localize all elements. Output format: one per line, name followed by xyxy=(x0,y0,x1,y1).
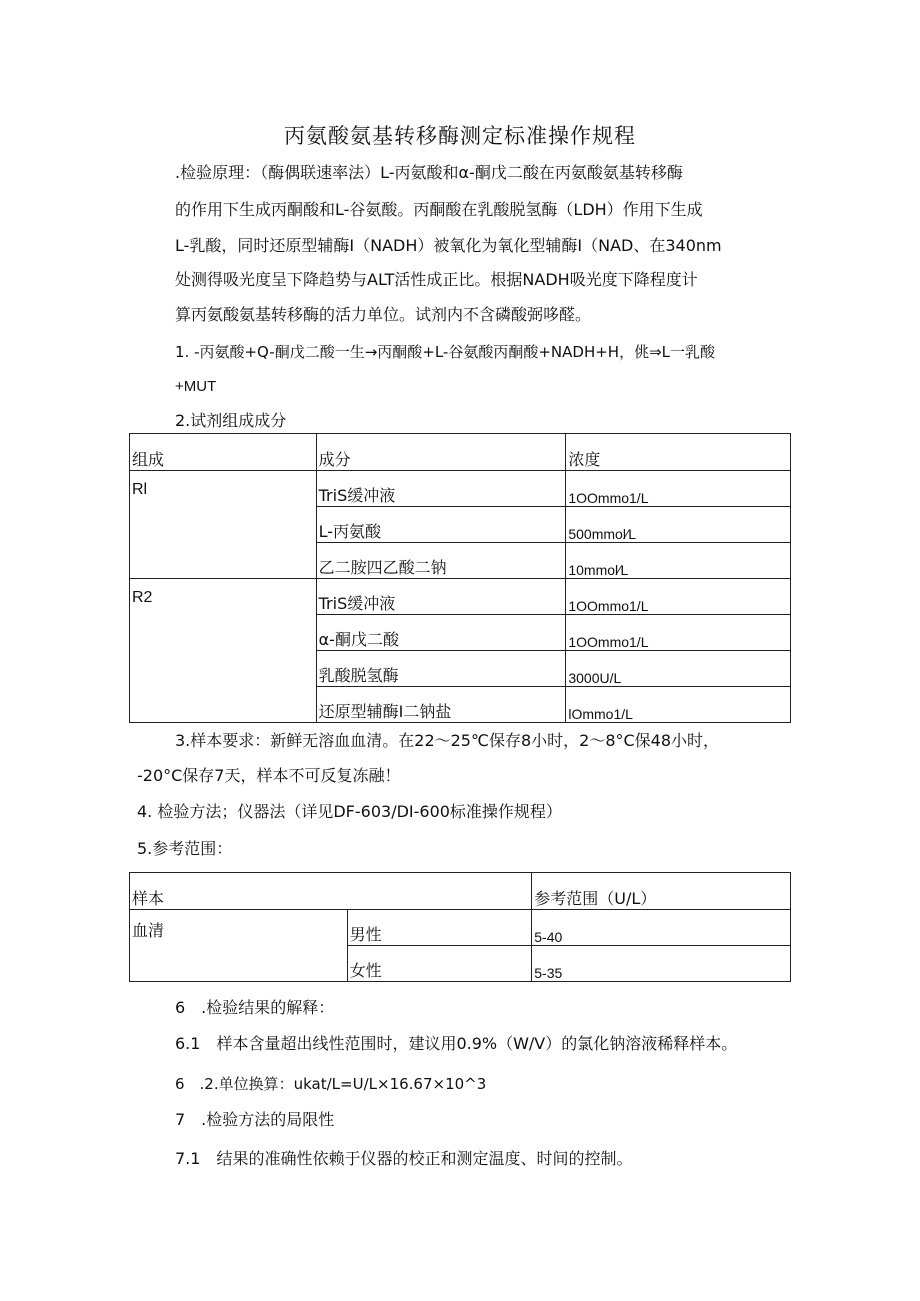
reaction-line-2: +MUT xyxy=(175,378,217,395)
principle-line-2: 的作用下生成丙酮酸和L-谷氨酸。丙酮酸在乳酸脱氢酶（LDH）作用下生成 xyxy=(175,200,703,219)
method-line: 4. 检验方法；仪器法（详见DF-603/DI-600标准操作规程） xyxy=(137,802,562,821)
group-name-r1: Rl xyxy=(130,471,317,579)
header-composition: 组成 xyxy=(130,434,317,471)
interpretation-item-1: 6.1 样本含量超出线性范围时，建议用0.9%（W∕V）的氯化钠溶液稀释样本。 xyxy=(175,1034,738,1053)
concentration-cell: 3000U/L xyxy=(566,651,791,687)
table-row xyxy=(130,910,791,946)
page-title: 丙氨酸氨基转移酶测定标准操作规程 xyxy=(284,124,636,148)
header-component: 成分 xyxy=(316,434,566,471)
component-cell: 乳酸脱氢酶 xyxy=(316,651,566,687)
range-cell: 5-40 xyxy=(532,910,791,946)
principle-line-4: 处测得吸光度呈下降趋势与ALT活性成正比。根据NADH吸光度下降程度计 xyxy=(175,270,698,289)
concentration-cell: 500mmol∕L xyxy=(566,507,791,543)
reagent-header-row xyxy=(130,434,791,471)
interpretation-heading: 6 .检验结果的解释： xyxy=(175,998,335,1017)
component-cell: 乙二胺四乙酸二钠 xyxy=(316,543,566,579)
header-sample: 样本 xyxy=(130,873,532,910)
component-cell: α-酮戊二酸 xyxy=(316,615,566,651)
sex-cell: 女性 xyxy=(347,946,532,982)
reference-heading: 5.参考范围： xyxy=(137,839,233,858)
reagent-heading: 2.试剂组成成分 xyxy=(175,411,287,430)
principle-line-3: L-乳酸，同时还原型辅酶I（NADH）被氧化为氧化型辅酶I（NAD、在340nm xyxy=(175,236,722,255)
sample-line-2: -20°C保存7天，样本不可反复冻融！ xyxy=(137,766,401,785)
concentration-cell: 10mmol∕L xyxy=(566,543,791,579)
interpretation-item-2: 6 .2.单位换算：ukat∕L=U∕L×16.67×10^3 xyxy=(175,1075,487,1093)
concentration-cell: 1OOmmo1/L xyxy=(566,615,791,651)
header-range: 参考范围（U/L） xyxy=(532,873,791,910)
sample-type-cell: 血清 xyxy=(130,910,348,982)
reaction-line-1: 1. -丙氨酸+Q-酮戊二酸一生→丙酮酸+L-谷氨酸丙酮酸+NADH+H，佻⇒L一乳酸 xyxy=(175,343,715,361)
header-concentration: 浓度 xyxy=(566,434,791,471)
concentration-cell: lOmmo1/L xyxy=(566,687,791,723)
limitations-heading: 7 .检验方法的局限性 xyxy=(175,1110,335,1129)
component-cell: TriS缓冲液 xyxy=(316,579,566,615)
concentration-cell: 1OOmmo1/L xyxy=(566,579,791,615)
limitations-item-1: 7.1 结果的准确性依赖于仪器的校正和测定温度、时间的控制。 xyxy=(175,1149,633,1168)
reference-header-row xyxy=(130,873,791,910)
table-row xyxy=(130,579,791,615)
component-cell: L-丙氨酸 xyxy=(316,507,566,543)
reagent-table xyxy=(129,433,791,723)
principle-line-5: 算丙氨酸氨基转移酶的活力单位。试剂内不含磷酸弼哆醛。 xyxy=(175,305,592,324)
sample-line-1: 3.样本要求：新鲜无溶血血清。在22～25℃保存8小时，2～8°C保48小时， xyxy=(175,731,720,750)
component-cell: 还原型辅酶I二钠盐 xyxy=(316,687,566,723)
group-name-r2: R2 xyxy=(130,579,317,723)
range-cell: 5-35 xyxy=(532,946,791,982)
concentration-cell: 1OOmmo1/L xyxy=(566,471,791,507)
reference-table xyxy=(129,872,791,982)
table-row xyxy=(130,471,791,507)
sex-cell: 男性 xyxy=(347,910,532,946)
component-cell: TriS缓冲液 xyxy=(316,471,566,507)
principle-line-1: .检验原理：（酶偶联速率法）L-丙氨酸和α-酮戊二酸在丙氨酸氨基转移酶 xyxy=(175,163,683,182)
